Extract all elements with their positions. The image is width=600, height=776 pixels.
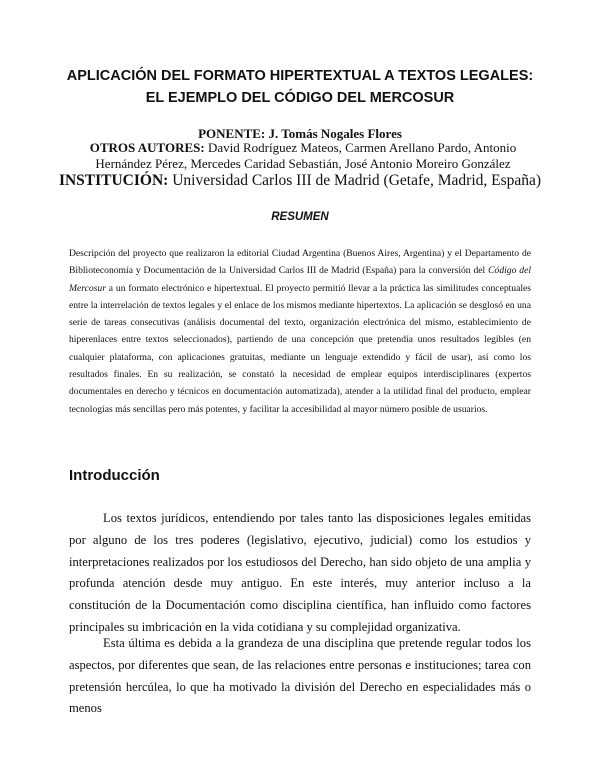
institution-value: Universidad Carlos III de Madrid (Getafe, Madrid, España) — [168, 172, 542, 189]
institution-label: INSTITUCIÓN: — [58, 172, 169, 189]
abstract-italic-title: Código del Mercosur — [69, 265, 531, 294]
paper-title-line-1: APLICACIÓN DEL FORMATO HIPERTEXTUAL A TEXTOS LEGALES: — [66, 68, 534, 84]
other-authors — [78, 140, 528, 172]
intro-heading: Introducción — [69, 467, 160, 484]
abstract-part-2: a un formato electrónico e hipertextual. El proyecto permitió llevar a la práctica las similitudes conceptuales entre la interrelación de textos legales y el enlace de los mismos mediante hipertextos. La aplicación se desglosó en una serie de tareas consecutivas (análisis documental del texto, organización electrónica del mismo, establecimiento de hiperenlaces entre textos seleccionados), partiendo de una concepción que pretendía unos resultados legibles (en cualquier plataforma, con aplicaciones gratuitas, mediante un lenguaje extendido y fácil de usar), así como los resultados finales. En su realización, se constató la necesidad de emplear equipos interdisciplinares (expertos documentales en derecho y técnicos en documentación automatizada), atender a la utilidad final del producto, emplear tecnologías más sencillas pero más potentes, y facilitar la accesibilidad al mayor número posible de usuarios. — [69, 282, 531, 415]
paper-title-line-2: EL EJEMPLO DEL CÓDIGO DEL MERCOSUR — [145, 90, 455, 106]
intro-paragraph-1: Los textos jurídicos, entendiendo por tales tanto las disposiciones legales emitidas por alguno de los tres poderes (legislativo, ejecutivo, judicial) como los estudios y interpretaciones realizados por los estudiosos del Derecho, han sido objeto de una amplia y profunda atención desde muy antiguo. En este interés, muy anterior incluso a la constitución de la Documentación como disciplina científica, han influido como factores principales su imbricación en la vida cotidiana y su complejidad organizativa. — [69, 511, 531, 634]
ponente-line: PONENTE: J. Tomás Nogales Flores — [198, 126, 402, 141]
abstract-part-1: Descripción del proyecto que realizaron la editorial Ciudad Argentina (Buenos Aires, Argentina) y el Departamento de Biblioteconomía y Documentación de la Universidad Carlos III de Madrid (España) para la conversión del — [69, 248, 531, 277]
institution — [0, 172, 600, 190]
other-authors-names: David Rodríguez Mateos, Carmen Arellano Pardo, Antonio Hernández Pérez, Mercedes Caridad Sebastián, José Antonio Moreiro González — [95, 140, 517, 171]
intro-paragraph-2: Esta última es debida a la grandeza de una disciplina que pretende regular todos los aspectos, por diferentes que sean, de las relaciones entre personas e instituciones; tarea con pretensión hercúlea, lo que ha motivado la división del Derecho en especialidades más o menos — [69, 636, 531, 716]
abstract-heading: RESUMEN — [271, 211, 329, 223]
other-authors-label: OTROS AUTORES: — [89, 140, 205, 155]
abstract-text — [69, 245, 531, 418]
